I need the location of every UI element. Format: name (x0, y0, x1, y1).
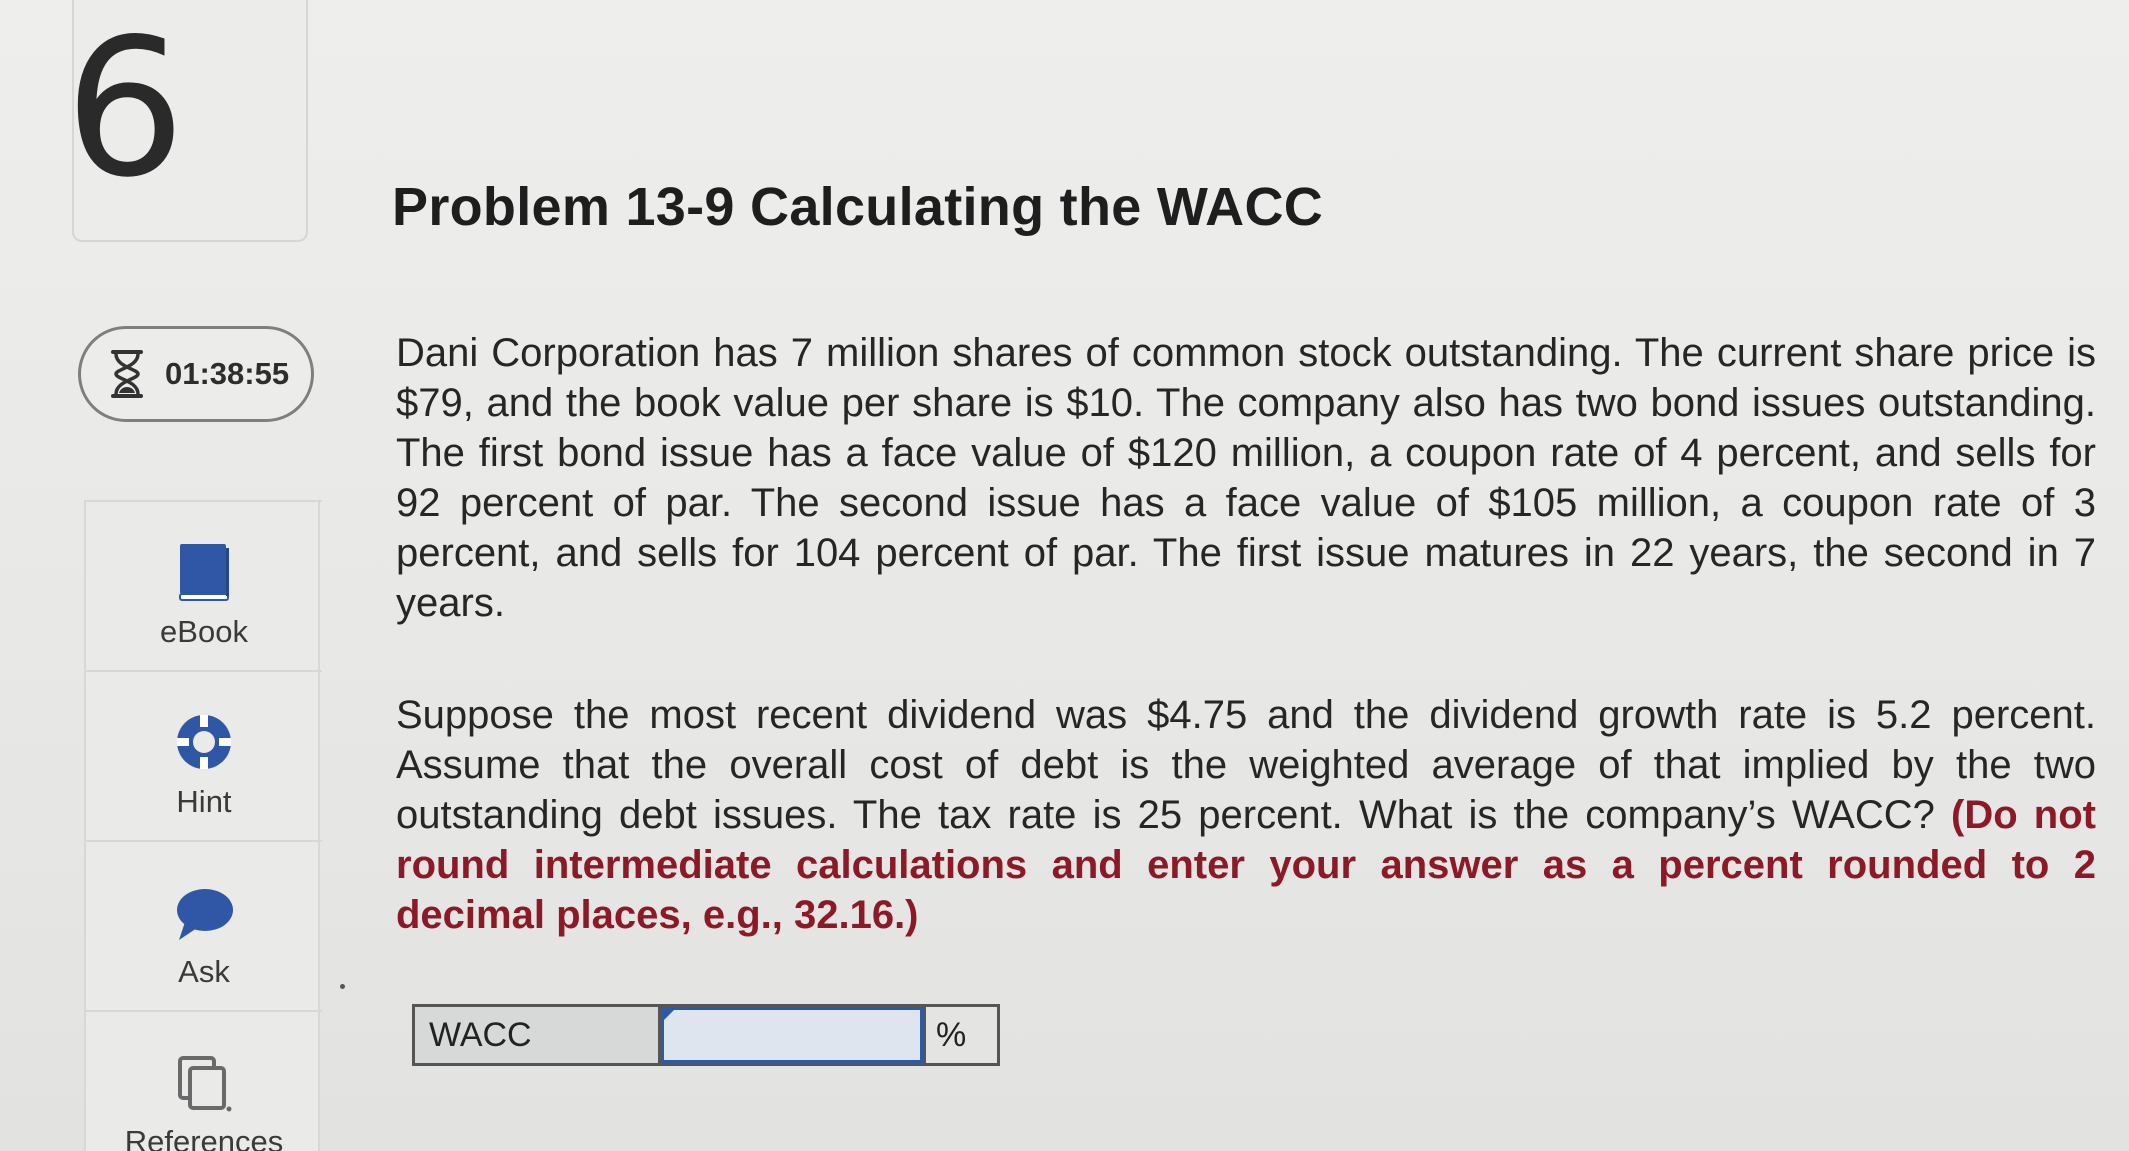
hourglass-icon (109, 349, 145, 399)
references-label: References (124, 1124, 284, 1151)
decorative-dot (340, 984, 345, 989)
problem-instruction: (Do not round intermediate calculations and enter your answer as a percent rounded to 2 decimal places, e.g., 32.16.) (396, 793, 2096, 937)
question-number: 6 (64, 0, 186, 219)
problem-question-text: Suppose the most recent dividend was $4.75 and the dividend growth rate is 5.2 percent. Assume that the overall cost of debt is the weighted average of that implied by the two outstanding debt issues. The tax rate is 25 percent. What is the company’s WACC? (396, 693, 2096, 837)
answer-input-wrapper (661, 1007, 923, 1063)
references-button[interactable] (86, 1010, 322, 1151)
ask-button[interactable] (86, 840, 322, 1010)
problem-title: Problem 13-9 Calculating the WACC (392, 177, 1324, 237)
problem-paragraph-1: Dani Corporation has 7 million shares of common stock outstanding. The current share price is $79, and the book value per share is $10. The company also has two bond issues outstanding. The first bond issue has a face value of $120 million, a coupon rate of 4 percent, and sells for 92 percent of par. The second issue has a face value of $105 million, a coupon rate of 3 percent, and sells for 104 percent of par. The first issue matures in 22 years, the second in 7 years. (396, 331, 2096, 625)
documents-icon (176, 1054, 232, 1112)
answer-unit: % (923, 1007, 997, 1063)
problem-paragraph-2 (396, 690, 2096, 940)
wacc-answer-input[interactable] (661, 1007, 923, 1063)
ask-label: Ask (178, 954, 230, 989)
ebook-button[interactable] (86, 500, 322, 670)
input-corner-marker (661, 1007, 677, 1023)
speech-bubble-icon (173, 886, 235, 942)
lifebuoy-icon (174, 712, 234, 772)
tools-panel (84, 500, 320, 1151)
timer-value: 01:38:55 (165, 356, 290, 391)
answer-label: WACC (415, 1007, 661, 1063)
timer[interactable] (78, 326, 314, 422)
book-icon (177, 542, 231, 602)
answer-row (412, 1004, 1000, 1066)
ebook-label: eBook (160, 614, 248, 649)
hint-label: Hint (176, 784, 232, 819)
hint-button[interactable] (86, 670, 322, 840)
